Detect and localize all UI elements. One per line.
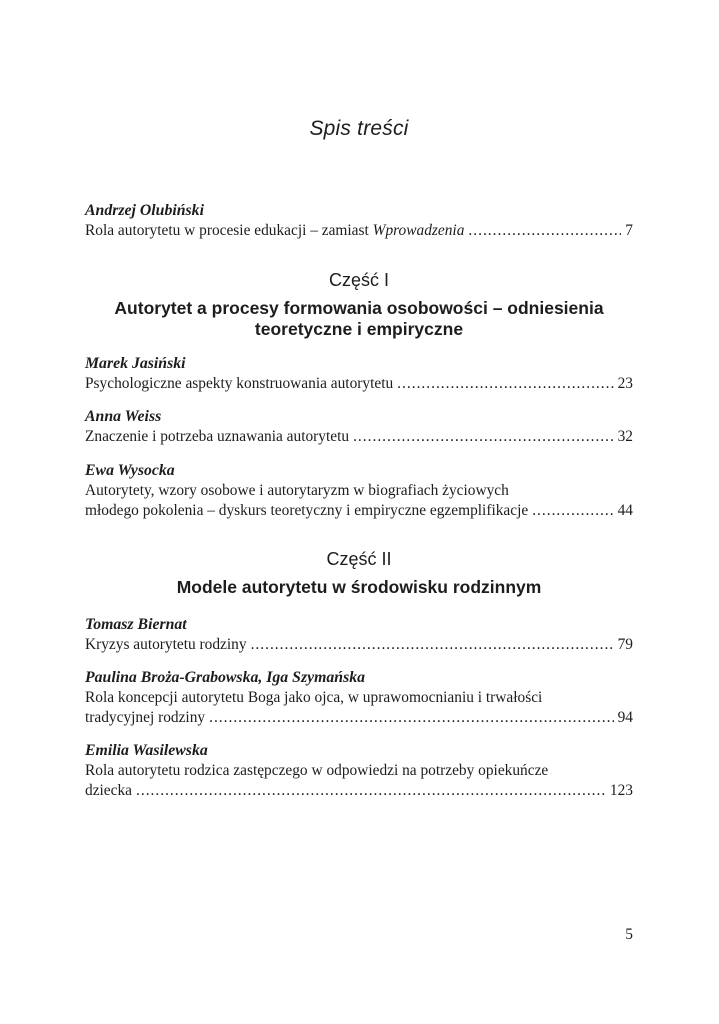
entry-title-line	[85, 427, 633, 447]
entry-page-number: 32	[617, 428, 633, 445]
entry-author: Andrzej Olubiński	[85, 202, 204, 219]
entry-title-line	[85, 374, 633, 394]
entry-title-line	[85, 501, 633, 521]
entry-title: Znaczenie i potrzeba uznawania autorytetu	[85, 428, 350, 445]
entry-page-number: 44	[617, 502, 633, 519]
entry-author: Emilia Wasilewska	[85, 742, 208, 759]
entry-author: Tomasz Biernat	[85, 616, 187, 633]
entry-title-line	[85, 221, 633, 241]
part-title-line: Autorytet a procesy formowania osobowości – odniesienia	[114, 298, 604, 318]
leader-dots	[251, 635, 614, 655]
entry-page-number: 23	[617, 375, 633, 392]
entry-title: Psychologiczne aspekty konstruowania autorytetu	[85, 375, 394, 392]
entry-title-main: Rola autorytetu w procesie edukacji – zamiast	[85, 222, 373, 239]
entry-title-line	[85, 635, 633, 655]
entry-title: młodego pokolenia – dyskurs teoretyczny i empiryczne egzemplifikacje	[85, 502, 529, 519]
toc-entry	[85, 354, 633, 394]
entry-page-number: 123	[609, 782, 633, 799]
part-title	[85, 577, 633, 598]
entry-title-line: Rola koncepcji autorytetu Boga jako ojca, w uprawomocnianiu i trwałości	[85, 689, 543, 706]
toc-entry-intro	[85, 201, 633, 241]
entry-title: dziecka	[85, 782, 132, 799]
leader-dots	[136, 781, 606, 801]
entry-title: tradycyjnej rodziny	[85, 709, 206, 726]
entry-page-number: 94	[617, 709, 633, 726]
entry-title-line	[85, 781, 633, 801]
page-title: Spis treści	[309, 117, 409, 140]
part-label: Część II	[326, 549, 392, 569]
leader-dots	[397, 374, 613, 394]
entry-title-line: Autorytety, wzory osobowe i autorytaryzm w biografiach życiowych	[85, 482, 509, 499]
toc-entry	[85, 741, 633, 801]
page-number: 5	[625, 926, 633, 943]
entry-title-line	[85, 708, 633, 728]
entry-author: Anna Weiss	[85, 408, 162, 425]
toc-entry	[85, 668, 633, 728]
entry-author: Paulina Broża-Grabowska, Iga Szymańska	[85, 669, 366, 686]
leader-dots	[209, 708, 614, 728]
entry-title	[85, 221, 464, 241]
part-label: Część I	[328, 270, 389, 290]
leader-dots	[353, 427, 614, 447]
toc-entry	[85, 615, 633, 655]
entry-author: Ewa Wysocka	[85, 462, 175, 479]
leader-dots	[532, 501, 613, 521]
toc-entry	[85, 407, 633, 447]
entry-author: Marek Jasiński	[85, 355, 186, 372]
part-title	[85, 298, 633, 340]
entry-page-number: 7	[625, 222, 633, 239]
toc-entry	[85, 461, 633, 521]
leader-dots	[468, 221, 621, 241]
part-title-line: teoretyczne i empiryczne	[254, 319, 464, 339]
toc-page	[85, 0, 633, 1024]
entry-title: Kryzys autorytetu rodziny	[85, 636, 247, 653]
part-title-line: Modele autorytetu w środowisku rodzinnym	[176, 577, 542, 597]
entry-page-number: 79	[617, 636, 633, 653]
entry-title-line: Rola autorytetu rodzica zastępczego w odpowiedzi na potrzeby opiekuńcze	[85, 762, 549, 779]
entry-title-emphasis: Wprowadzenia	[372, 222, 465, 239]
